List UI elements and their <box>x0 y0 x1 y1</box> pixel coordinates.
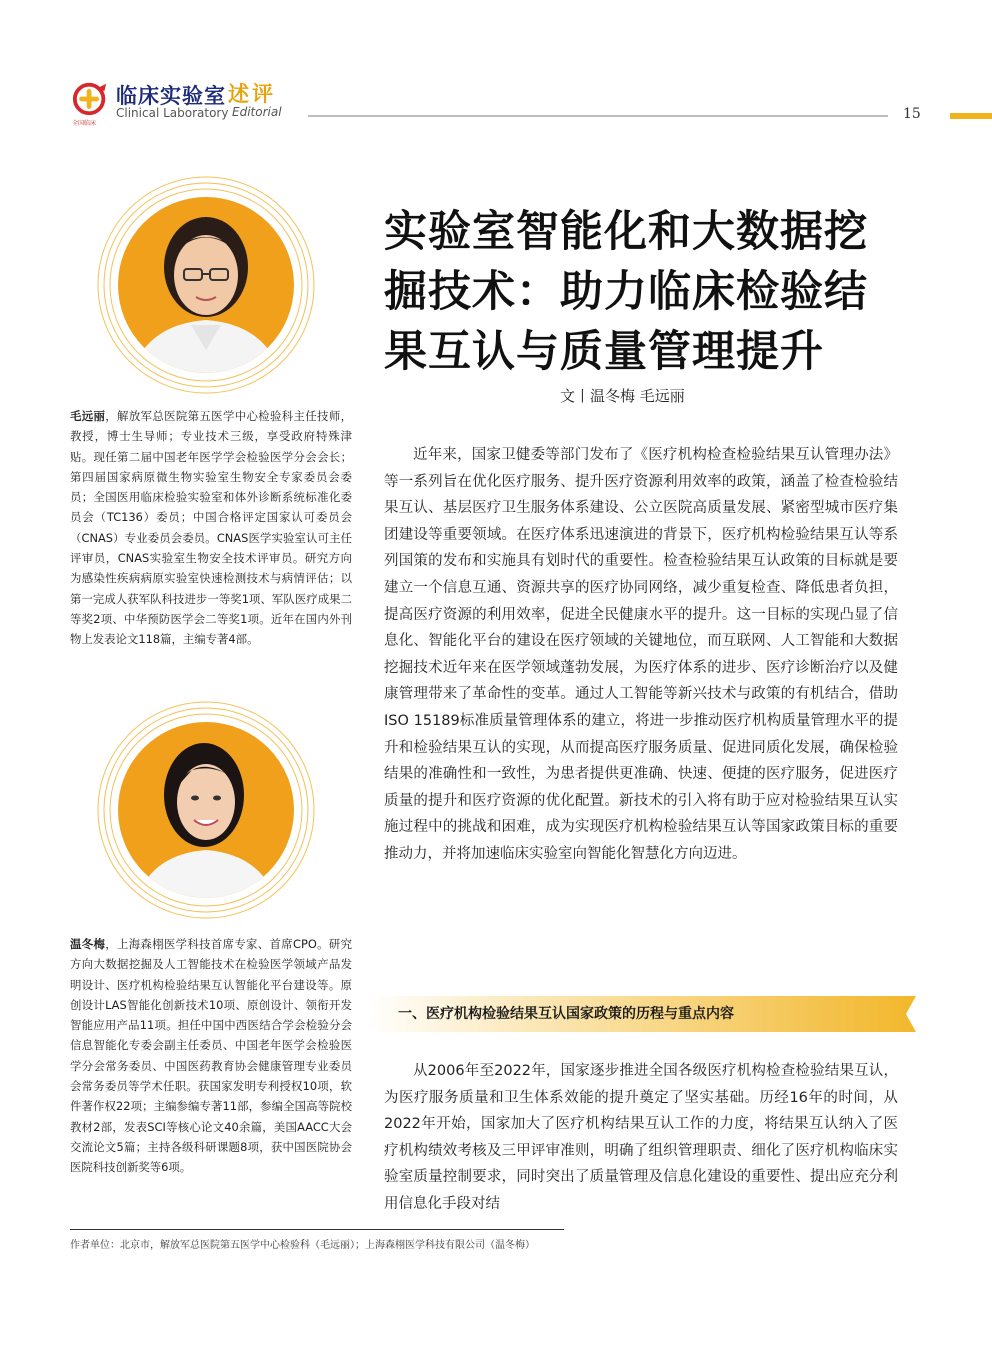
logo-subtext: 全国临床 <box>72 120 97 127</box>
body-paragraph: 近年来，国家卫健委等部门发布了《医疗机构检查检验结果互认管理办法》等一系列旨在优化医疗服务、提升医疗资源利用效率的政策，涵盖了检查检验结果互认、基层医疗卫生服务体系建设、公立医院高质量发展、紧密型城市医疗集团建设等重要领域。在医疗体系迅速演进的背景下，医疗机构检验结果互认等系列国策的发布和实施具有划时代的重要性。检查检验结果互认政策的目标就是要建立一个信息互通、资源共享的医疗协同网络，减少重复检查、降低患者负担，提高医疗资源的利用效率，促进全民健康水平的提升。这一目标的实现凸显了信息化、智能化平台的建设在医疗领域的关键地位，而互联网、人工智能和大数据挖掘技术近年来在医学领域蓬勃发展，为医疗体系的进步、医疗诊断治疗以及健康管理带来了革命性的变革。通过人工智能等新兴技术与政策的有机结合，借助ISO 15189标准质量管理体系的建立，将进一步推动医疗机构质量管理水平的提升和检验结果互认的实现，从而提高医疗服务质量、促进同质化发展，确保检验结果的准确性和一致性，为患者提供更准确、快速、便捷的医疗服务，促进医疗质量的提升和医疗资源的优化配置。新技术的引入将有助于应对检验结果互认实施过程中的挑战和困难，成为实现医疗机构检验结果互认等国家政策目标的重要推动力，并将加速临床实验室向智能化智慧化方向迈进。 <box>384 447 898 862</box>
author-bio-wen <box>70 934 352 1178</box>
logo-icon <box>72 80 110 118</box>
author-bio-text: ，解放军总医院第五医学中心检验科主任技师，教授，博士生导师；专业技术三级，享受政府特殊津贴。现任第二届中国老年医学学会检验医学分会会长；第四届国家病原微生物实验室生物安全专家委员会委员；全国医用临床检验实验室和体外诊断系统标准化委员会（TC136）委员；中国合格评定国家认可委员会（CNAS）专业委员会委员。CNAS医学实验室认可主任评审员，CNAS实验室生物安全技术评审员。研究方向为感染性疾病病原实验室快速检测技术与病情评估；以第一完成人获军队科技进步一等奖1项、军队医疗成果二等奖2项、中华预防医学会二等奖1项。近年在国内外刊物上发表论文118篇，主编专著4部。 <box>70 409 352 647</box>
header-divider <box>308 115 888 117</box>
logo-title-en: Clinical Laboratory <box>116 106 229 120</box>
page-accent-bar <box>950 113 992 119</box>
page-number: 15 <box>903 106 921 122</box>
author-portrait-mao <box>96 175 316 395</box>
author-name: 温冬梅 <box>70 937 106 951</box>
footer-divider <box>70 1229 564 1230</box>
author-name: 毛远丽 <box>70 409 106 423</box>
author-portrait-wen <box>96 700 316 920</box>
article-byline: 文丨温冬梅 毛远丽 <box>560 387 685 405</box>
author-affiliation: 作者单位：北京市，解放军总医院第五医学中心检验科（毛远丽）；上海森栩医学科技有限公司（温冬梅） <box>70 1240 535 1251</box>
section-label-en: Editorial <box>232 105 282 119</box>
logo-title-cn: 临床实验室 <box>116 84 226 108</box>
section-label-cn: 述评 <box>228 82 276 106</box>
section-heading: 一、医疗机构检验结果互认国家政策的历程与重点内容 <box>398 1006 734 1022</box>
author-bio-text: ，上海森栩医学科技首席专家、首席CPO。研究方向大数据挖掘及人工智能技术在检验医学领域产品发明设计、医疗机构检验结果互认智能化平台建设等。原创设计LAS智能化创新技术10项、原创设计、领衔开发智能应用产品11项。担任中国中西医结合学会检验分会信息智能化专委会副主任委员、中国老年医学会检验医学分会常务委员、中国医药教育协会健康管理专业委员会常务委员等学术任职。获国家发明专利授权10项，软件著作权22项；主编参编专著11部，参编全国高等院校教材2部，发表SCI等核心论文40余篇，美国AACC大会交流论文5篇；主持各级科研课题8项，获中国医院协会医院科技创新奖等6项。 <box>70 937 352 1175</box>
author-bio-mao <box>70 406 352 650</box>
article-title: 实验室智能化和大数据挖掘技术：助力临床检验结果互认与质量管理提升 <box>384 207 868 377</box>
body-paragraph: 从2006年至2022年，国家逐步推进全国各级医疗机构检查检验结果互认，为医疗服务质量和卫生体系效能的提升奠定了坚实基础。历经16年的时间，从2022年开始，国家加大了医疗机构结果互认工作的力度，将结果互认纳入了医疗机构绩效考核及三甲评审准则，明确了组织管理职责、细化了医疗机构临床实验室质量控制要求，同时突出了质量管理及信息化建设的重要性、提出应充分利用信息化手段对结 <box>384 1063 898 1212</box>
